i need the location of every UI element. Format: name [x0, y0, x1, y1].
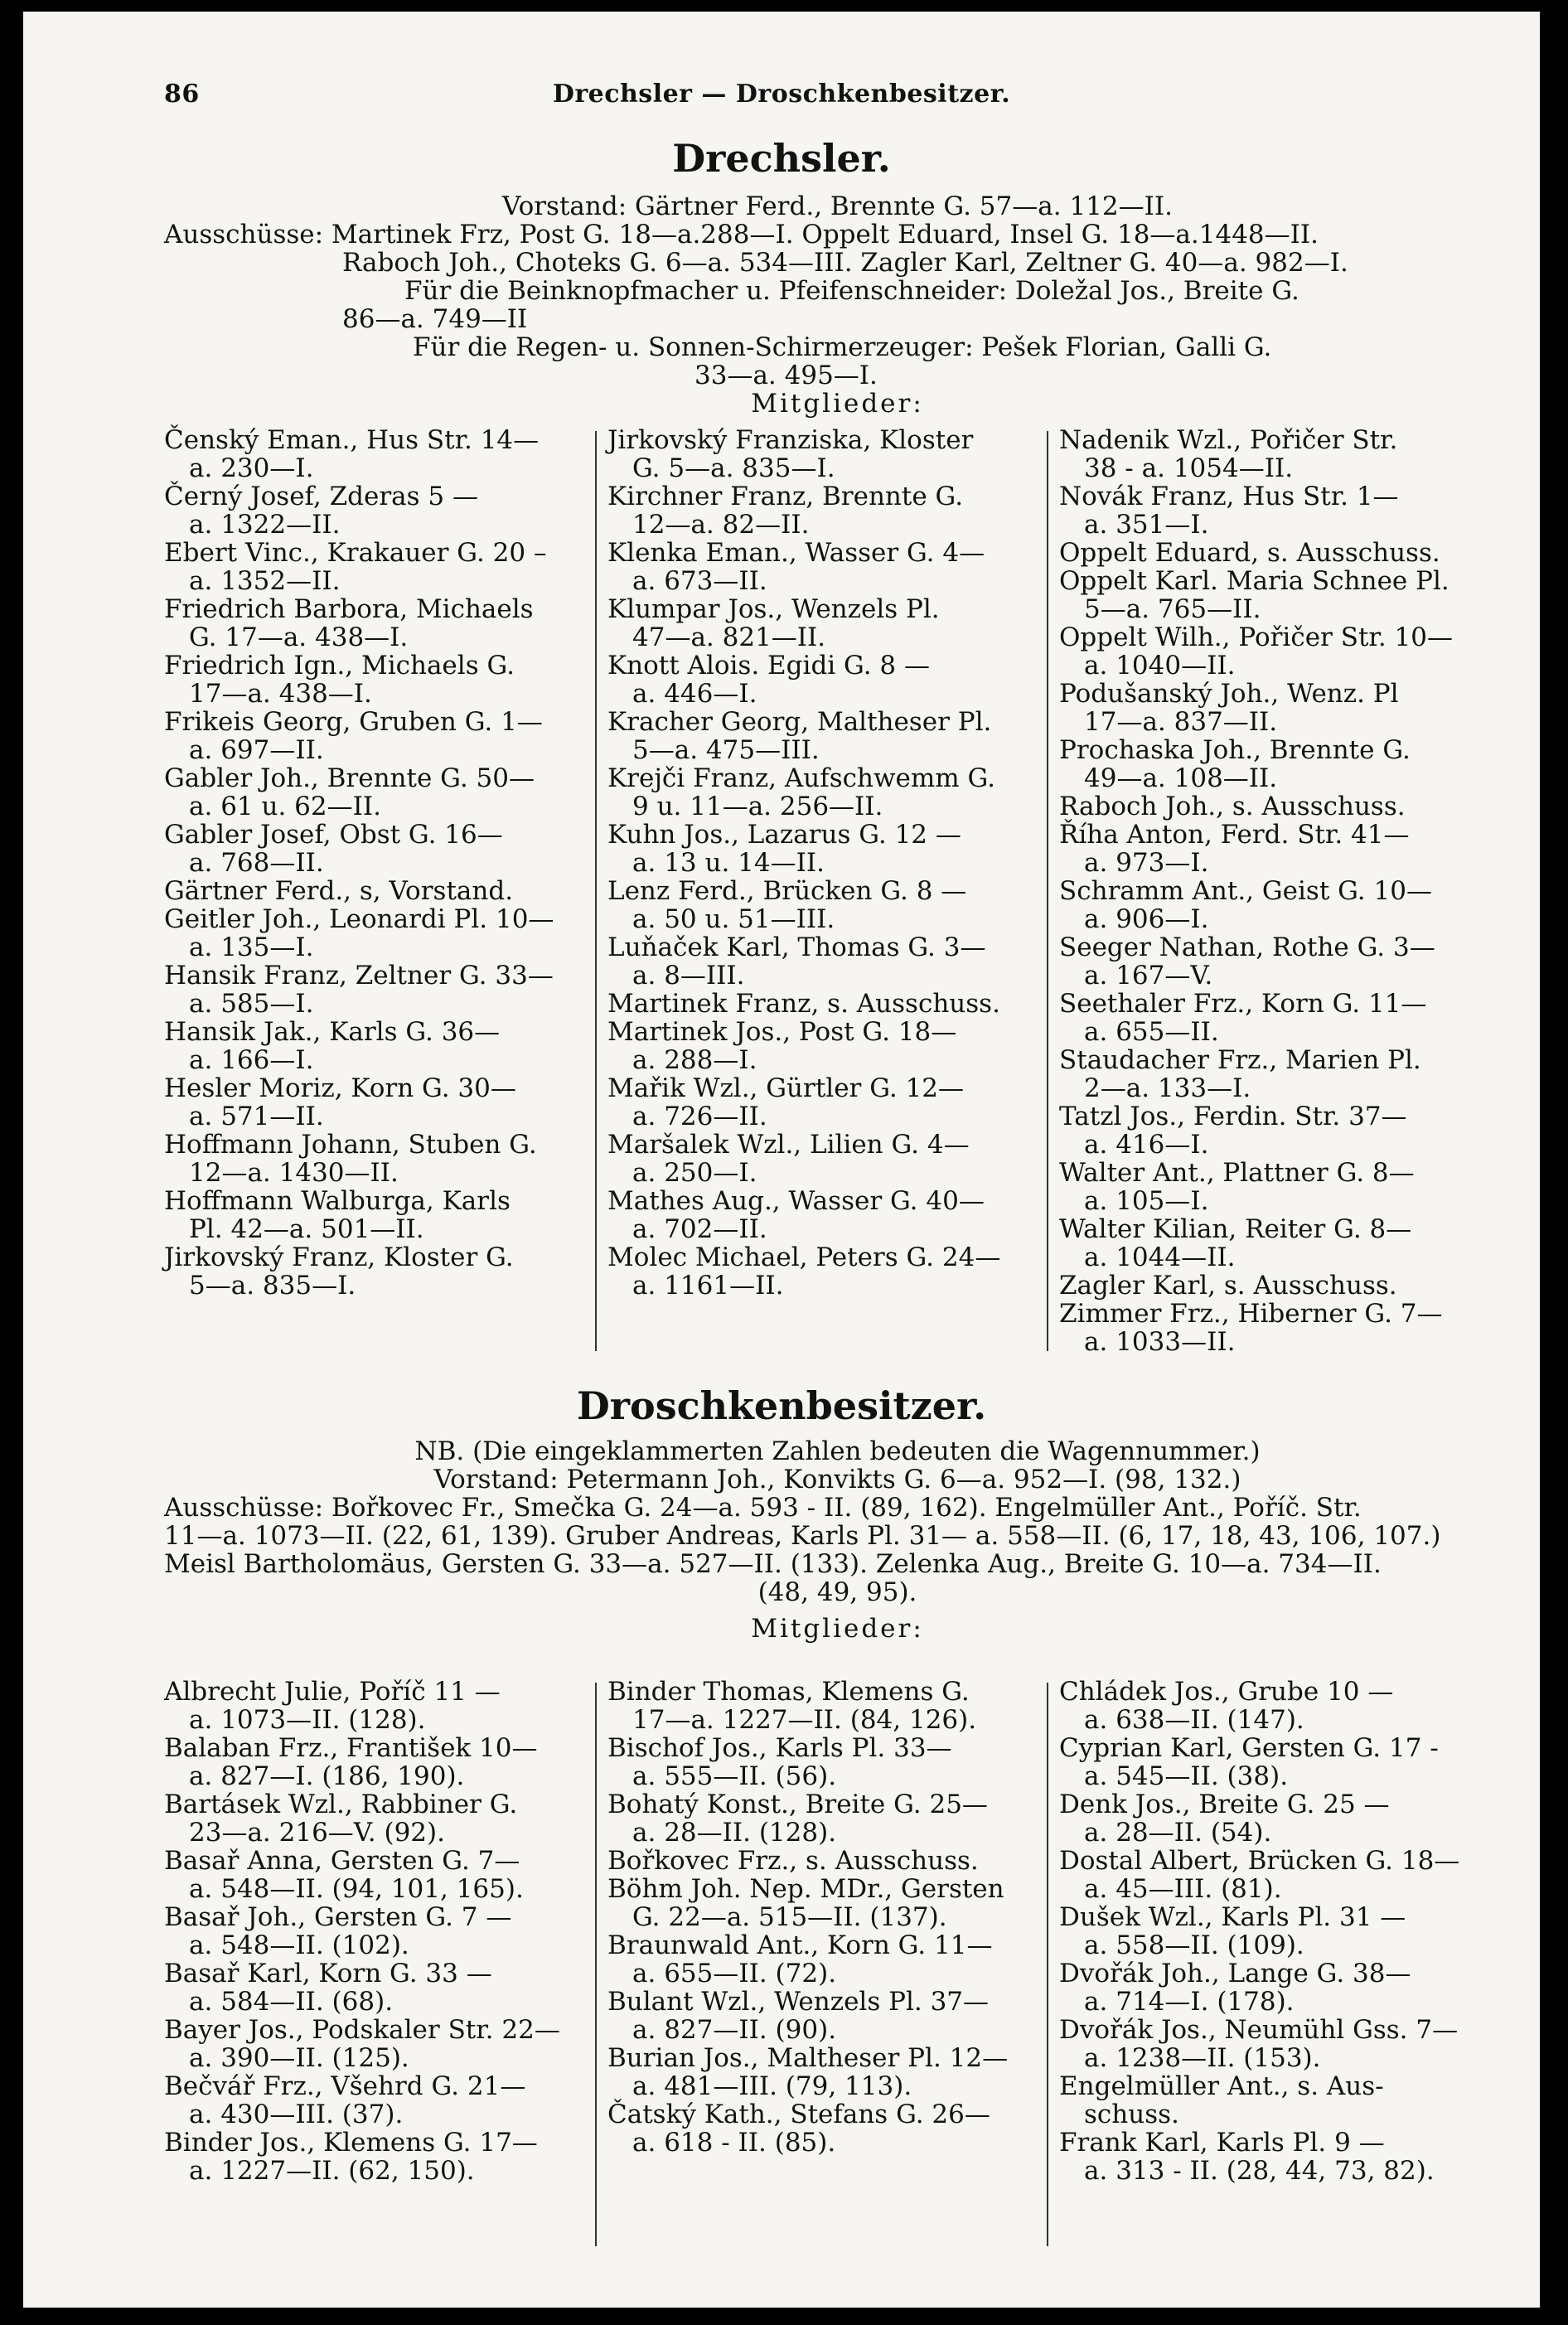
- member-name-line: Bohatý Konst., Breite G. 25—: [607, 1790, 988, 1819]
- member-entry: [607, 482, 1038, 539]
- member-entry: [164, 877, 587, 905]
- member-address-line: a. 673—II.: [632, 566, 767, 596]
- member-address-line: a. 545—II. (38).: [1084, 1761, 1289, 1791]
- page-number: 86: [164, 80, 200, 109]
- member-address-line: a. 446—I.: [632, 679, 757, 709]
- member-entry: [164, 651, 587, 708]
- member-address-line: 9 u. 11—a. 256—II.: [632, 792, 883, 821]
- member-entry: [164, 426, 587, 482]
- members-column-2: [607, 426, 1038, 1300]
- member-entry: [1059, 426, 1507, 482]
- member-entry: [1059, 482, 1507, 539]
- member-name-line: Schramm Ant., Geist G. 10—: [1059, 876, 1432, 906]
- member-name-line: Basař Karl, Korn G. 33 —: [164, 1959, 492, 1988]
- member-address-line: a. 1073—II. (128).: [189, 1705, 426, 1735]
- member-address-line: a. 28—II. (128).: [632, 1818, 837, 1848]
- member-name-line: Jirkovský Franziska, Kloster: [607, 425, 974, 455]
- member-address-line: G. 22—a. 515—II. (137).: [632, 1902, 947, 1932]
- member-address-line: a. 250—I.: [632, 1158, 757, 1188]
- member-entry: [164, 1018, 587, 1074]
- member-entry: [1059, 2016, 1507, 2072]
- member-address-line: a. 313 - II. (28, 44, 73, 82).: [1084, 2156, 1435, 2186]
- member-name-line: Engelmüller Ant., s. Aus-: [1059, 2071, 1384, 2101]
- member-address-line: a. 50 u. 51—III.: [632, 904, 835, 934]
- member-name-line: Klenka Eman., Wasser G. 4—: [607, 538, 985, 568]
- member-entry: [164, 961, 587, 1018]
- member-entry: [607, 1988, 1038, 2044]
- member-address-line: a. 167—V.: [1084, 961, 1213, 991]
- member-address-line: a. 61 u. 62—II.: [189, 792, 381, 821]
- member-address-line: a. 585—I.: [189, 989, 314, 1019]
- member-address-line: a. 390—II. (125).: [189, 2043, 409, 2073]
- member-address-line: G. 17—a. 438—I.: [189, 622, 409, 652]
- droschken-officers: [164, 1437, 1511, 1643]
- member-entry: [164, 1187, 587, 1243]
- member-address-line: 23—a. 216—V. (92).: [189, 1818, 445, 1848]
- member-entry: [1059, 1678, 1507, 1734]
- member-name-line: Gärtner Ferd., s, Vorstand.: [164, 876, 514, 906]
- member-address-line: a. 13 u. 14—II.: [632, 848, 825, 878]
- member-name-line: Bulant Wzl., Wenzels Pl. 37—: [607, 1987, 990, 2017]
- members-column-1: [164, 1678, 587, 2185]
- member-entry: [164, 1131, 587, 1187]
- member-entry: [164, 1903, 587, 1959]
- member-address-line: a. 8—III.: [632, 961, 745, 991]
- member-entry: [164, 2129, 587, 2185]
- member-name-line: Klumpar Jos., Wenzels Pl.: [607, 594, 940, 624]
- officer-line: 33—a. 495—I.: [694, 361, 878, 390]
- member-name-line: Frank Karl, Karls Pl. 9 —: [1059, 2128, 1385, 2158]
- member-name-line: Walter Ant., Plattner G. 8—: [1059, 1158, 1415, 1188]
- member-entry: [1059, 1271, 1507, 1300]
- drechsler-members: [164, 426, 1515, 1363]
- member-address-line: Pl. 42—a. 501—II.: [189, 1214, 424, 1244]
- member-address-line: 47—a. 821—II.: [632, 622, 826, 652]
- officer-line: Ausschüsse: Bořkovec Fr., Smečka G. 24—a. 593 - II. (89, 162). Engelmüller Ant., Poříč. Str.: [164, 1493, 1362, 1523]
- member-entry: [607, 764, 1038, 821]
- member-entry: [164, 708, 587, 764]
- officer-line: Ausschüsse: Martinek Frz, Post G. 18—a.288—I. Oppelt Eduard, Insel G. 18—a.1448—II.: [164, 220, 1319, 249]
- member-name-line: Lenz Ferd., Brücken G. 8 —: [607, 876, 967, 906]
- member-name-line: Bayer Jos., Podskaler Str. 22—: [164, 2015, 560, 2045]
- member-entry: [164, 482, 587, 539]
- member-name-line: Hoffmann Walburga, Karls: [164, 1186, 511, 1216]
- member-name-line: Jirkovský Franz, Kloster G.: [164, 1242, 514, 1272]
- member-address-line: a. 135—I.: [189, 932, 314, 962]
- member-name-line: Maršalek Wzl., Lilien G. 4—: [607, 1130, 970, 1160]
- member-address-line: a. 1238—II. (153).: [1084, 2043, 1321, 2073]
- member-entry: [607, 1875, 1038, 1931]
- member-address-line: a. 906—I.: [1084, 904, 1209, 934]
- member-address-line: a. 1033—II.: [1084, 1327, 1236, 1357]
- member-address-line: 38 - a. 1054—II.: [1084, 453, 1294, 483]
- member-entry: [164, 1243, 587, 1300]
- member-name-line: Hansik Franz, Zeltner G. 33—: [164, 961, 554, 991]
- member-address-line: a. 618 - II. (85).: [632, 2128, 836, 2158]
- member-entry: [164, 1790, 587, 1847]
- member-entry: [1059, 2072, 1507, 2129]
- officer-line: 11—a. 1073—II. (22, 61, 139). Gruber Andreas, Karls Pl. 31— a. 558—II. (6, 17, 18, 43, 106, 107.): [164, 1521, 1441, 1551]
- column-divider: [595, 431, 597, 1351]
- member-entry: [1059, 539, 1507, 567]
- member-name-line: Dvořák Jos., Neumühl Gss. 7—: [1059, 2015, 1459, 2045]
- member-name-line: Oppelt Wilh., Pořičer Str. 10—: [1059, 622, 1453, 652]
- member-name-line: Oppelt Karl. Maria Schnee Pl.: [1059, 566, 1449, 596]
- member-name-line: Luňaček Karl, Thomas G. 3—: [607, 932, 986, 962]
- member-name-line: Braunwald Ant., Korn G. 11—: [607, 1930, 993, 1960]
- member-entry: [164, 905, 587, 961]
- member-address-line: 17—a. 438—I.: [189, 679, 372, 709]
- member-entry: [164, 1734, 587, 1790]
- member-name-line: Zagler Karl, s. Ausschuss.: [1059, 1271, 1397, 1301]
- members-column-3: [1059, 426, 1507, 1356]
- member-name-line: Staudacher Frz., Marien Pl.: [1059, 1045, 1421, 1075]
- member-address-line: a. 1161—II.: [632, 1271, 784, 1301]
- member-address-line: a. 714—I. (178).: [1084, 1987, 1295, 2017]
- member-name-line: Kuhn Jos., Lazarus G. 12 —: [607, 820, 961, 850]
- member-entry: [1059, 877, 1507, 933]
- member-name-line: Kirchner Franz, Brennte G.: [607, 482, 964, 511]
- member-name-line: Oppelt Eduard, s. Ausschuss.: [1059, 538, 1440, 568]
- member-entry: [1059, 1790, 1507, 1847]
- member-address-line: 5—a. 475—III.: [632, 735, 820, 765]
- member-name-line: Denk Jos., Breite G. 25 —: [1059, 1790, 1390, 1819]
- member-entry: [164, 595, 587, 651]
- member-entry: [1059, 680, 1507, 736]
- member-name-line: Basař Anna, Gersten G. 7—: [164, 1846, 520, 1876]
- member-name-line: Ebert Vinc., Krakauer G. 20 –: [164, 538, 547, 568]
- officer-line: (48, 49, 95).: [757, 1577, 917, 1607]
- officer-line: Raboch Joh., Choteks G. 6—a. 534—III. Zagler Karl, Zeltner G. 40—a. 982—I.: [342, 248, 1348, 278]
- member-name-line: Bečvář Frz., Všehrd G. 21—: [164, 2071, 526, 2101]
- member-entry: [1059, 1300, 1507, 1356]
- member-name-line: Bartásek Wzl., Rabbiner G.: [164, 1790, 518, 1819]
- member-address-line: a. 430—III. (37).: [189, 2100, 404, 2129]
- members-column-2: [607, 1678, 1038, 2157]
- member-entry: [1059, 792, 1507, 821]
- member-name-line: Říha Anton, Ferd. Str. 41—: [1059, 820, 1410, 850]
- member-name-line: Friedrich Ign., Michaels G.: [164, 651, 515, 681]
- member-entry: [1059, 821, 1507, 877]
- member-name-line: Nadenik Wzl., Pořičer Str.: [1059, 425, 1398, 455]
- member-name-line: Seeger Nathan, Rothe G. 3—: [1059, 932, 1435, 962]
- member-address-line: a. 166—I.: [189, 1045, 314, 1075]
- member-name-line: Böhm Joh. Nep. MDr., Gersten: [607, 1874, 1004, 1904]
- member-address-line: 49—a. 108—II.: [1084, 763, 1278, 793]
- member-name-line: Albrecht Julie, Poříč 11 —: [164, 1677, 501, 1707]
- member-address-line: 17—a. 1227—II. (84, 126).: [632, 1705, 977, 1735]
- member-address-line: a. 655—II. (72).: [632, 1959, 837, 1988]
- member-name-line: Prochaska Joh., Brennte G.: [1059, 735, 1411, 765]
- member-entry: [164, 539, 587, 595]
- member-entry: [164, 1847, 587, 1903]
- member-address-line: a. 481—III. (79, 113).: [632, 2071, 912, 2101]
- member-name-line: Raboch Joh., s. Ausschuss.: [1059, 792, 1406, 821]
- member-entry: [607, 595, 1038, 651]
- member-entry: [607, 1074, 1038, 1131]
- member-name-line: Čenský Eman., Hus Str. 14—: [164, 425, 540, 455]
- member-entry: [607, 1678, 1038, 1734]
- member-entry: [607, 1131, 1038, 1187]
- member-entry: [607, 651, 1038, 708]
- member-address-line: 12—a. 82—II.: [632, 510, 810, 540]
- member-name-line: Čatský Kath., Stefans G. 26—: [607, 2100, 990, 2129]
- member-name-line: Chládek Jos., Grube 10 —: [1059, 1677, 1394, 1707]
- member-address-line: G. 5—a. 835—I.: [632, 453, 835, 483]
- officer-line: 86—a. 749—II: [342, 304, 528, 334]
- column-divider: [1047, 1683, 1048, 2246]
- member-address-line: a. 548—II. (94, 101, 165).: [189, 1874, 524, 1904]
- member-name-line: Mathes Aug., Wasser G. 40—: [607, 1186, 985, 1216]
- member-name-line: Binder Jos., Klemens G. 17—: [164, 2128, 538, 2158]
- member-entry: [607, 1931, 1038, 1988]
- member-name-line: Cyprian Karl, Gersten G. 17 -: [1059, 1733, 1439, 1763]
- member-entry: [1059, 1847, 1507, 1903]
- member-address-line: a. 230—I.: [189, 453, 314, 483]
- member-entry: [607, 1018, 1038, 1074]
- member-name-line: Balaban Frz., František 10—: [164, 1733, 538, 1763]
- member-name-line: Basař Joh., Gersten G. 7 —: [164, 1902, 512, 1932]
- member-name-line: Dvořák Joh., Lange G. 38—: [1059, 1959, 1411, 1988]
- member-entry: [1059, 567, 1507, 623]
- member-address-line: a. 351—I.: [1084, 510, 1209, 540]
- member-address-line: a. 655—II.: [1084, 1017, 1219, 1047]
- member-name-line: Gabler Josef, Obst G. 16—: [164, 820, 503, 850]
- member-name-line: Molec Michael, Peters G. 24—: [607, 1242, 1001, 1272]
- officer-line: Für die Regen- u. Sonnen-Schirmerzeuger: Pešek Florian, Galli G.: [413, 332, 1272, 362]
- member-name-line: Dušek Wzl., Karls Pl. 31 —: [1059, 1902, 1406, 1932]
- member-name-line: Martinek Franz, s. Ausschuss.: [607, 989, 1000, 1019]
- member-address-line: a. 45—III. (81).: [1084, 1874, 1282, 1904]
- member-entry: [607, 1734, 1038, 1790]
- member-entry: [164, 2016, 587, 2072]
- member-address-line: a. 768—II.: [189, 848, 324, 878]
- running-header: [23, 80, 1540, 109]
- member-entry: [607, 1847, 1038, 1875]
- section-title-droschken: Droschkenbesitzer.: [576, 1383, 987, 1428]
- member-address-line: 17—a. 837—II.: [1084, 707, 1278, 737]
- members-column-1: [164, 426, 587, 1300]
- member-name-line: Kracher Georg, Maltheser Pl.: [607, 707, 992, 737]
- member-name-line: Dostal Albert, Brücken G. 18—: [1059, 1846, 1460, 1876]
- member-name-line: Knott Alois. Egidi G. 8 —: [607, 651, 930, 681]
- member-name-line: Podušanský Joh., Wenz. Pl: [1059, 679, 1399, 709]
- member-address-line: a. 548—II. (102).: [189, 1930, 409, 1960]
- member-address-line: a. 571—II.: [189, 1102, 324, 1131]
- member-entry: [164, 1074, 587, 1131]
- member-name-line: Gabler Joh., Brennte G. 50—: [164, 763, 535, 793]
- member-name-line: Mařik Wzl., Gürtler G. 12—: [607, 1073, 965, 1103]
- member-entry: [1059, 2129, 1507, 2185]
- officer-line: Meisl Bartholomäus, Gersten G. 33—a. 527—II. (133). Zelenka Aug., Breite G. 10—a. 734—II.: [164, 1549, 1382, 1579]
- member-entry: [164, 1678, 587, 1734]
- member-address-line: a. 1227—II. (62, 150).: [189, 2156, 475, 2186]
- officer-line: Vorstand: Gärtner Ferd., Brennte G. 57—a. 112—II.: [502, 191, 1173, 221]
- member-name-line: Černý Josef, Zderas 5 —: [164, 482, 479, 511]
- officer-line: Vorstand: Petermann Joh., Konvikts G. 6—a. 952—I. (98, 132.): [433, 1465, 1241, 1494]
- member-address-line: a. 1044—II.: [1084, 1242, 1236, 1272]
- member-entry: [164, 1959, 587, 2016]
- member-entry: [1059, 933, 1507, 990]
- member-name-line: Frikeis Georg, Gruben G. 1—: [164, 707, 543, 737]
- member-name-line: Friedrich Barbora, Michaels: [164, 594, 534, 624]
- member-entry: [607, 708, 1038, 764]
- member-name-line: Krejči Franz, Aufschwemm G.: [607, 763, 995, 793]
- column-divider: [1047, 431, 1048, 1351]
- member-address-line: a. 584—II. (68).: [189, 1987, 394, 2017]
- member-entry: [607, 933, 1038, 990]
- member-entry: [164, 2072, 587, 2129]
- member-entry: [607, 1187, 1038, 1243]
- member-name-line: Hoffmann Johann, Stuben G.: [164, 1130, 537, 1160]
- member-name-line: Walter Kilian, Reiter G. 8—: [1059, 1214, 1412, 1244]
- document-page: [23, 12, 1540, 2308]
- member-name-line: Novák Franz, Hus Str. 1—: [1059, 482, 1399, 511]
- member-address-line: a. 28—II. (54).: [1084, 1818, 1272, 1848]
- member-entry: [607, 990, 1038, 1018]
- member-entry: [607, 2044, 1038, 2100]
- member-address-line: a. 827—I. (186, 190).: [189, 1761, 465, 1791]
- member-name-line: Binder Thomas, Klemens G.: [607, 1677, 970, 1707]
- member-entry: [1059, 1903, 1507, 1959]
- member-entry: [1059, 1102, 1507, 1159]
- members-column-3: [1059, 1678, 1507, 2185]
- member-entry: [607, 2100, 1038, 2157]
- member-entry: [164, 764, 587, 821]
- member-name-line: Geitler Joh., Leonardi Pl. 10—: [164, 904, 554, 934]
- member-entry: [607, 1243, 1038, 1300]
- drechsler-officers: [164, 192, 1511, 418]
- member-name-line: Seethaler Frz., Korn G. 11—: [1059, 989, 1427, 1019]
- member-entry: [1059, 1046, 1507, 1102]
- member-address-line: a. 638—II. (147).: [1084, 1705, 1304, 1735]
- member-address-line: 2—a. 133—I.: [1084, 1073, 1251, 1103]
- member-name-line: Martinek Jos., Post G. 18—: [607, 1017, 957, 1047]
- member-address-line: a. 1040—II.: [1084, 651, 1236, 681]
- member-address-line: a. 105—I.: [1084, 1186, 1209, 1216]
- member-address-line: 5—a. 765—II.: [1084, 594, 1261, 624]
- member-name-line: Bořkovec Frz., s. Ausschuss.: [607, 1846, 979, 1876]
- member-entry: [1059, 623, 1507, 680]
- member-entry: [1059, 1959, 1507, 2016]
- member-address-line: a. 288—I.: [632, 1045, 757, 1075]
- member-entry: [164, 821, 587, 877]
- member-entry: [1059, 990, 1507, 1046]
- member-name-line: Bischof Jos., Karls Pl. 33—: [607, 1733, 952, 1763]
- member-name-line: Hansik Jak., Karls G. 36—: [164, 1017, 501, 1047]
- member-address-line: 12—a. 1430—II.: [189, 1158, 399, 1188]
- member-address-line: a. 973—I.: [1084, 848, 1209, 878]
- member-address-line: schuss.: [1084, 2100, 1179, 2129]
- droschken-members: [164, 1678, 1515, 2274]
- member-address-line: a. 1352—II.: [189, 566, 341, 596]
- member-name-line: Zimmer Frz., Hiberner G. 7—: [1059, 1299, 1443, 1329]
- members-heading: Mitglieder:: [751, 1614, 924, 1644]
- member-address-line: a. 555—II. (56).: [632, 1761, 837, 1791]
- members-heading: Mitglieder:: [751, 389, 924, 419]
- member-name-line: Tatzl Jos., Ferdin. Str. 37—: [1059, 1102, 1407, 1131]
- member-entry: [1059, 736, 1507, 792]
- member-name-line: Burian Jos., Maltheser Pl. 12—: [607, 2043, 1009, 2073]
- column-divider: [595, 1683, 597, 2246]
- member-entry: [1059, 1159, 1507, 1215]
- member-entry: [607, 1790, 1038, 1847]
- member-address-line: a. 702—II.: [632, 1214, 767, 1244]
- member-address-line: a. 726—II.: [632, 1102, 767, 1131]
- officer-line: Für die Beinknopfmacher u. Pfeifenschneider: Doležal Jos., Breite G.: [404, 276, 1299, 306]
- member-address-line: a. 416—I.: [1084, 1130, 1209, 1160]
- member-entry: [607, 821, 1038, 877]
- member-entry: [1059, 1734, 1507, 1790]
- section-title-drechsler: Drechsler.: [672, 136, 891, 181]
- nb-note: NB. (Die eingeklammerten Zahlen bedeuten die Wagennummer.): [414, 1436, 1261, 1466]
- member-entry: [607, 426, 1038, 482]
- member-address-line: 5—a. 835—I.: [189, 1271, 356, 1301]
- member-address-line: a. 558—II. (109).: [1084, 1930, 1304, 1960]
- member-name-line: Hesler Moriz, Korn G. 30—: [164, 1073, 516, 1103]
- member-entry: [1059, 1215, 1507, 1271]
- running-title: Drechsler — Droschkenbesitzer.: [552, 80, 1011, 109]
- member-address-line: a. 827—II. (90).: [632, 2015, 837, 2045]
- member-entry: [607, 539, 1038, 595]
- member-entry: [607, 877, 1038, 933]
- member-address-line: a. 697—II.: [189, 735, 324, 765]
- member-address-line: a. 1322—II.: [189, 510, 341, 540]
